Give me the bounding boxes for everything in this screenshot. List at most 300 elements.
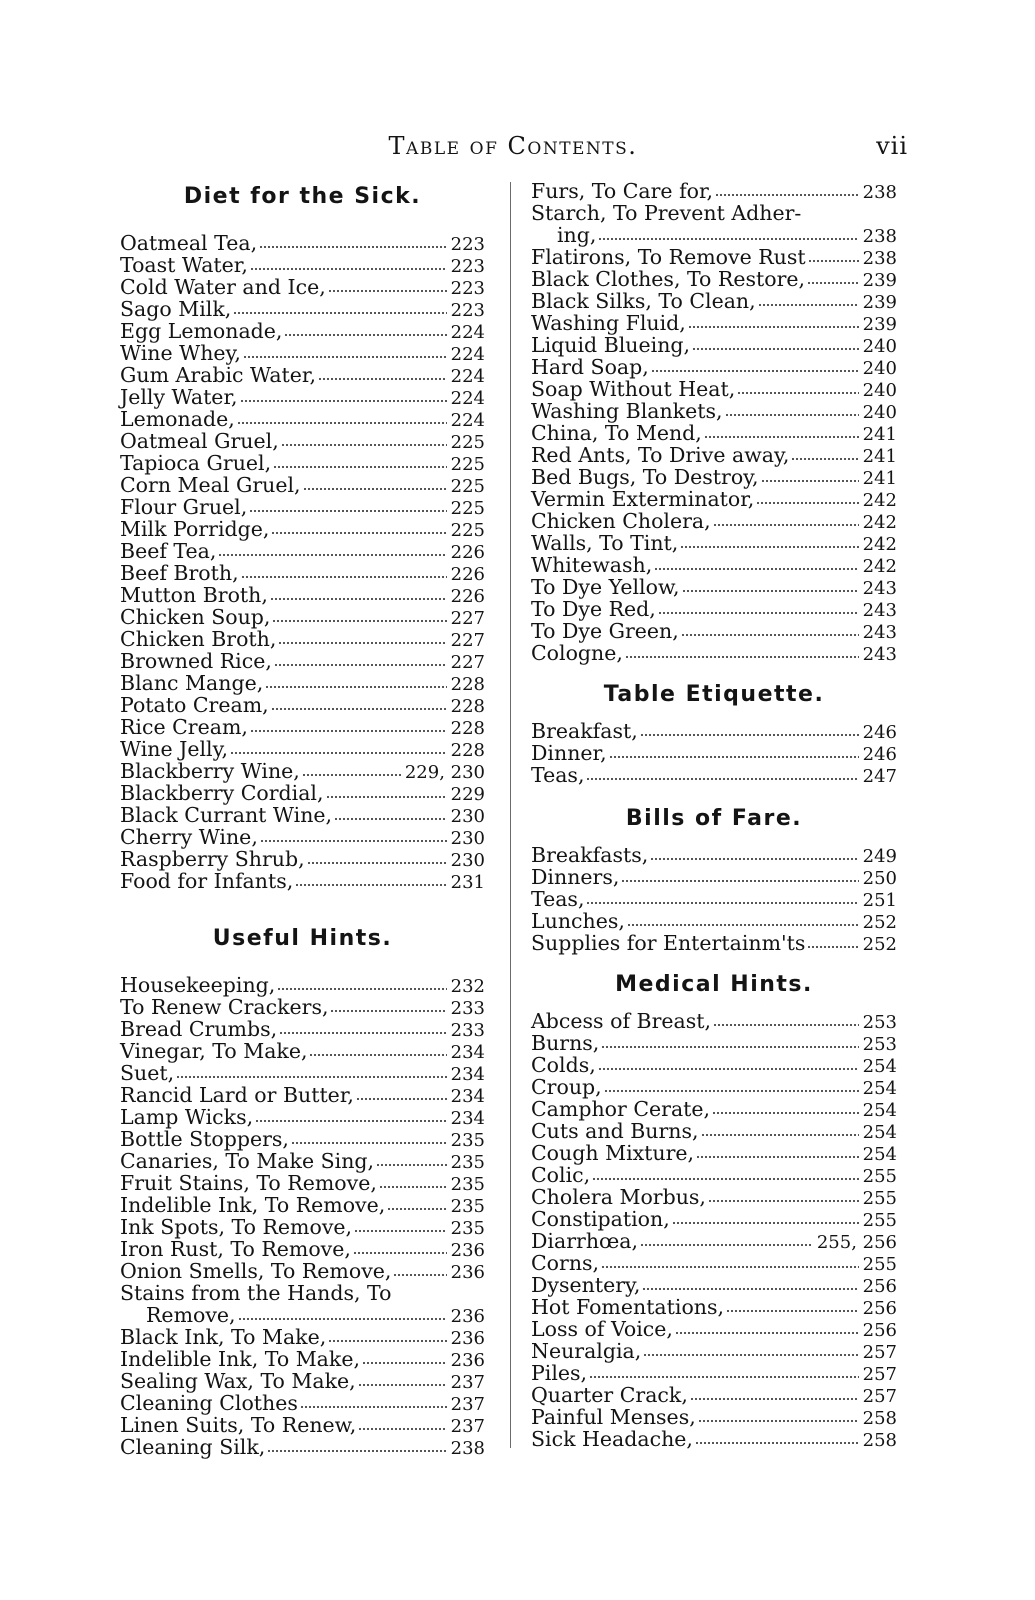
entry-page-number: 253 [862, 1012, 897, 1033]
entry-title: Whitewash, [531, 553, 653, 577]
entry-title: Fruit Stains, To Remove, [120, 1171, 377, 1195]
toc-entry [120, 1040, 485, 1062]
toc-entry [531, 1428, 897, 1450]
dot-leader [273, 465, 447, 469]
toc-entry [531, 312, 897, 334]
entry-title: Black Currant Wine, [120, 803, 333, 827]
entry-page-number: 225 [450, 476, 485, 497]
entry-title: Blackberry Cordial, [120, 781, 324, 805]
dot-leader [284, 333, 446, 337]
toc-entry [120, 1436, 485, 1458]
entry-page-number: 237 [450, 1416, 485, 1437]
toc-entry [120, 408, 485, 430]
dot-leader [271, 531, 446, 535]
entry-title: Black Ink, To Make, [120, 1325, 327, 1349]
dot-leader [309, 1053, 446, 1057]
entry-title: Gum Arabic Water, [120, 363, 316, 387]
toc-entry [120, 1238, 485, 1260]
entry-page-number: 242 [862, 556, 897, 577]
toc-entry [531, 444, 897, 466]
entry-list [120, 974, 485, 1458]
dot-leader [690, 1397, 859, 1401]
toc-entry [120, 826, 485, 848]
entry-title: Dysentery, [531, 1273, 641, 1297]
toc-entry [531, 620, 897, 642]
toc-entry [531, 378, 897, 400]
dot-leader [713, 523, 859, 527]
dot-leader [756, 501, 858, 505]
toc-entry [531, 1164, 897, 1186]
dot-leader [625, 655, 859, 659]
dot-leader [330, 1009, 446, 1013]
entry-title: Oatmeal Gruel, [120, 429, 279, 453]
dot-leader [713, 1023, 859, 1027]
dot-leader [589, 1375, 859, 1379]
toc-entry [120, 518, 485, 540]
entry-page-number: 252 [862, 934, 897, 955]
dot-leader [300, 1405, 447, 1409]
entry-page-number: 227 [450, 608, 485, 629]
entry-title: Constipation, [531, 1207, 670, 1231]
toc-entry [531, 290, 897, 312]
entry-page-number: 239 [862, 270, 897, 291]
toc-entry [120, 1304, 485, 1326]
entry-title: Remove, [146, 1303, 236, 1327]
dot-leader [250, 267, 447, 271]
section-heading: Table Etiquette. [603, 682, 825, 707]
toc-entry [120, 1348, 485, 1370]
entry-page-number: 236 [450, 1306, 485, 1327]
toc-entry [531, 334, 897, 356]
toc-entry [120, 760, 485, 782]
entry-title: Red Ants, To Drive away, [531, 443, 790, 467]
dot-leader [176, 1075, 447, 1079]
entry-title: Teas, [531, 763, 585, 787]
entry-title: Abcess of Breast, [531, 1009, 712, 1033]
entry-title: Corns, [531, 1251, 600, 1275]
dot-leader [598, 1067, 859, 1071]
entry-page-number: 254 [862, 1122, 897, 1143]
entry-page-number: 236 [450, 1240, 485, 1261]
dot-leader [356, 1097, 447, 1101]
dot-leader [237, 421, 447, 425]
toc-entry [120, 804, 485, 826]
entry-page-number: 241 [862, 446, 897, 467]
entry-title: Bread Crumbs, [120, 1017, 278, 1041]
dot-leader [328, 1339, 446, 1343]
toc-entry [120, 474, 485, 496]
entry-title: Soap Without Heat, [531, 377, 736, 401]
dot-leader [379, 1185, 447, 1189]
entry-page-number: 227 [450, 652, 485, 673]
dot-leader [586, 777, 858, 781]
dot-leader [302, 773, 401, 777]
entry-page-number: 237 [450, 1394, 485, 1415]
entry-page-number: 254 [862, 1100, 897, 1121]
entry-title: Breakfast, [531, 719, 638, 743]
entry-page-number: 230 [450, 850, 485, 871]
entry-page-number: 237 [450, 1372, 485, 1393]
entry-title: Canaries, To Make Sing, [120, 1149, 375, 1173]
entry-title: Sealing Wax, To Make, [120, 1369, 356, 1393]
dot-leader [393, 1273, 446, 1277]
toc-entry [531, 910, 897, 932]
entry-page-number: 224 [450, 344, 485, 365]
entry-title: Browned Rice, [120, 649, 272, 673]
dot-leader [259, 245, 447, 249]
entry-page-number: 256 [862, 1276, 897, 1297]
entry-title: Corn Meal Gruel, [120, 473, 301, 497]
dot-leader [295, 883, 446, 887]
entry-page-number: 246 [862, 722, 897, 743]
toc-entry [120, 1282, 485, 1304]
dot-leader [267, 1449, 446, 1453]
toc-entry [531, 1142, 897, 1164]
toc-entry [531, 400, 897, 422]
dot-leader [675, 1331, 859, 1335]
entry-title: Ink Spots, To Remove, [120, 1215, 353, 1239]
entry-page-number: 255 [862, 1188, 897, 1209]
entry-title: Raspberry Shrub, [120, 847, 305, 871]
entry-title: ing, [557, 223, 597, 247]
entry-title: Washing Fluid, [531, 311, 686, 335]
entry-title: Neuralgia, [531, 1339, 642, 1363]
section-medical-hints [531, 968, 897, 1450]
entry-page-number: 243 [862, 600, 897, 621]
dot-leader [695, 1441, 859, 1445]
toc-entry [120, 974, 485, 996]
toc-entry [120, 584, 485, 606]
toc-entry [120, 694, 485, 716]
entry-title: Dinner, [531, 741, 607, 765]
dot-leader [658, 611, 859, 615]
page-title: Table of Contents. [388, 132, 638, 160]
toc-entry [531, 1230, 897, 1252]
dot-leader [376, 1163, 447, 1167]
entry-page-number: 235 [450, 1174, 485, 1195]
dot-leader [601, 1265, 859, 1269]
dot-leader [240, 399, 447, 403]
toc-entry [120, 996, 485, 1018]
entry-page-number: 225 [450, 520, 485, 541]
entry-title: Indelible Ink, To Make, [120, 1347, 360, 1371]
entry-page-number: 258 [862, 1408, 897, 1429]
toc-entry [531, 466, 897, 488]
toc-entry [531, 422, 897, 444]
entry-page-number: 255, 256 [816, 1232, 897, 1253]
dot-leader [651, 369, 859, 373]
dot-leader [680, 545, 858, 549]
dot-leader [243, 355, 447, 359]
entry-page-number: 234 [450, 1086, 485, 1107]
toc-entry [531, 1384, 897, 1406]
entry-title: Flour Gruel, [120, 495, 248, 519]
toc-entry [120, 738, 485, 760]
dot-leader [307, 861, 447, 865]
entry-title: Sick Headache, [531, 1427, 693, 1451]
dot-leader [272, 619, 446, 623]
entry-title: Colds, [531, 1053, 596, 1077]
toc-entry [120, 1414, 485, 1436]
entry-page-number: 242 [862, 534, 897, 555]
dot-leader [387, 1207, 446, 1211]
entry-title: Egg Lemonade, [120, 319, 283, 343]
dot-leader [326, 795, 447, 799]
entry-page-number: 232 [450, 976, 485, 997]
entry-title: Onion Smells, To Remove, [120, 1259, 392, 1283]
toc-entry [120, 540, 485, 562]
toc-entry [120, 254, 485, 276]
dot-leader [279, 1031, 446, 1035]
entry-page-number: 238 [450, 1438, 485, 1459]
entry-page-number: 240 [862, 380, 897, 401]
dot-leader [692, 347, 859, 351]
entry-page-number: 242 [862, 490, 897, 511]
toc-entry [120, 562, 485, 584]
entry-page-number: 235 [450, 1130, 485, 1151]
entry-page-number: 251 [862, 890, 897, 911]
toc-entry [120, 1392, 485, 1414]
entry-title: Washing Blankets, [531, 399, 723, 423]
toc-entry [531, 844, 897, 866]
toc-entry [531, 224, 897, 246]
entry-page-number: 253 [862, 1034, 897, 1055]
dot-leader [601, 1045, 858, 1049]
entry-title: Loss of Voice, [531, 1317, 673, 1341]
dot-leader [737, 391, 858, 395]
dot-leader [260, 839, 447, 843]
entry-page-number: 224 [450, 366, 485, 387]
entry-title: Furs, To Care for, [531, 179, 714, 203]
toc-entry [531, 554, 897, 576]
section-heading: Diet for the Sick. [183, 184, 422, 209]
entry-title: Cuts and Burns, [531, 1119, 699, 1143]
toc-entry [531, 510, 897, 532]
toc-entry [531, 1186, 897, 1208]
entry-title: Cough Mixture, [531, 1141, 695, 1165]
page-number: vii [876, 132, 908, 160]
entry-page-number: 235 [450, 1196, 485, 1217]
entry-title: Colic, [531, 1163, 591, 1187]
entry-title: Chicken Cholera, [531, 509, 711, 533]
entry-page-number: 247 [862, 766, 897, 787]
toc-entry [120, 1062, 485, 1084]
entry-title: Oatmeal Tea, [120, 231, 258, 255]
entry-title: Painful Menses, [531, 1405, 696, 1429]
toc-entry [120, 870, 485, 892]
toc-entry [531, 1076, 897, 1098]
toc-entry [120, 1216, 485, 1238]
entry-page-number: 236 [450, 1262, 485, 1283]
dot-leader [362, 1361, 447, 1365]
entry-title: Hard Soap, [531, 355, 649, 379]
entry-title: Croup, [531, 1075, 602, 1099]
toc-entry [120, 496, 485, 518]
section-continued [531, 180, 897, 664]
section-heading: Bills of Fare. [625, 806, 803, 831]
entry-page-number: 250 [862, 868, 897, 889]
entry-title: Iron Rust, To Remove, [120, 1237, 351, 1261]
toc-entry [531, 720, 897, 742]
section-heading: Medical Hints. [615, 972, 813, 997]
entry-title: Blanc Mange, [120, 671, 264, 695]
dot-leader [278, 641, 446, 645]
entry-title: Housekeeping, [120, 973, 276, 997]
entry-title: Dinners, [531, 865, 620, 889]
entry-title: Flatirons, To Remove Rust [531, 245, 806, 269]
dot-leader [640, 733, 859, 737]
dot-leader [270, 597, 447, 601]
entry-page-number: 224 [450, 322, 485, 343]
entry-page-number: 235 [450, 1152, 485, 1173]
dot-leader [708, 1199, 859, 1203]
entry-title: Tapioca Gruel, [120, 451, 272, 475]
toc-entry [531, 1318, 897, 1340]
entry-title: Jelly Water, [120, 385, 238, 409]
toc-entry [120, 1172, 485, 1194]
entry-page-number: 234 [450, 1108, 485, 1129]
dot-leader [715, 193, 859, 197]
section-bills-of-fare [531, 802, 897, 954]
toc-entry [531, 1054, 897, 1076]
dot-leader [761, 479, 859, 483]
toc-entry [531, 1274, 897, 1296]
entry-page-number: 225 [450, 498, 485, 519]
toc-entry [531, 1032, 897, 1054]
entry-page-number: 234 [450, 1064, 485, 1085]
entry-title: Beef Tea, [120, 539, 217, 563]
entry-title: Cologne, [531, 641, 623, 665]
toc-entry [120, 782, 485, 804]
entry-page-number: 254 [862, 1144, 897, 1165]
entry-title: Toast Water, [120, 253, 248, 277]
entry-page-number: 233 [450, 998, 485, 1019]
dot-leader [241, 575, 447, 579]
entry-title: China, To Mend, [531, 421, 702, 445]
section-table-etiquette [531, 678, 897, 786]
toc-entry [120, 606, 485, 628]
entry-page-number: 228 [450, 674, 485, 695]
dot-leader [353, 1251, 447, 1255]
entry-title: Breakfasts, [531, 843, 649, 867]
entry-title: Milk Porridge, [120, 517, 270, 541]
entry-page-number: 238 [862, 226, 897, 247]
dot-leader [704, 435, 859, 439]
dot-leader [303, 487, 447, 491]
toc-entry [120, 342, 485, 364]
entry-page-number: 234 [450, 1042, 485, 1063]
toc-entry [120, 386, 485, 408]
entry-title: To Dye Green, [531, 619, 679, 643]
dot-leader [233, 311, 446, 315]
dot-leader [807, 945, 858, 949]
entry-page-number: 226 [450, 542, 485, 563]
entry-title: Lunches, [531, 909, 625, 933]
dot-leader [807, 281, 859, 285]
entry-page-number: 231 [450, 872, 485, 893]
entry-page-number: 246 [862, 744, 897, 765]
entry-title: Mutton Broth, [120, 583, 268, 607]
dot-leader [682, 589, 859, 593]
entry-title: Rice Cream, [120, 715, 248, 739]
entry-page-number: 240 [862, 358, 897, 379]
entry-page-number: 235 [450, 1218, 485, 1239]
dot-leader [271, 707, 447, 711]
entry-title: Food for Infants, [120, 869, 294, 893]
toc-entry [531, 642, 897, 664]
dot-leader [230, 751, 447, 755]
right-column [531, 180, 897, 1450]
entry-page-number: 238 [862, 248, 897, 269]
toc-entry [120, 848, 485, 870]
entry-page-number: 255 [862, 1166, 897, 1187]
toc-entry [120, 1106, 485, 1128]
toc-entry [531, 742, 897, 764]
entry-title: Beef Broth, [120, 561, 239, 585]
entry-list [531, 1010, 897, 1450]
entry-title: Bottle Stoppers, [120, 1127, 289, 1151]
toc-entry [531, 180, 897, 202]
entry-title: Wine Jelly, [120, 737, 228, 761]
entry-page-number: 258 [862, 1430, 897, 1451]
toc-entry [120, 672, 485, 694]
toc-entry [120, 1260, 485, 1282]
entry-page-number: 256 [862, 1320, 897, 1341]
entry-page-number: 243 [862, 644, 897, 665]
entry-page-number: 236 [450, 1328, 485, 1349]
entry-page-number: 223 [450, 256, 485, 277]
entry-title: Chicken Broth, [120, 627, 277, 651]
toc-entry [531, 932, 897, 954]
entry-title: Black Silks, To Clean, [531, 289, 756, 313]
dot-leader [334, 817, 447, 821]
dot-leader [328, 289, 447, 293]
dot-leader [274, 663, 447, 667]
entry-page-number: 228 [450, 740, 485, 761]
entry-page-number: 229, 230 [404, 762, 485, 783]
toc-entry [531, 1120, 897, 1142]
entry-page-number: 228 [450, 718, 485, 739]
entry-title: Diarrhœa, [531, 1229, 639, 1253]
entry-title: Piles, [531, 1361, 588, 1385]
entry-title: Suet, [120, 1061, 175, 1085]
entry-page-number: 224 [450, 410, 485, 431]
entry-title: Potato Cream, [120, 693, 269, 717]
entry-title: Lamp Wicks, [120, 1105, 254, 1129]
dot-leader [318, 377, 447, 381]
entry-title: Cherry Wine, [120, 825, 258, 849]
toc-entry [531, 1098, 897, 1120]
toc-entry [531, 1296, 897, 1318]
dot-leader [758, 303, 859, 307]
dot-leader [358, 1383, 447, 1387]
toc-entry [531, 246, 897, 268]
entry-list [531, 844, 897, 954]
dot-leader [592, 1177, 859, 1181]
entry-list [531, 180, 897, 664]
entry-title: To Dye Red, [531, 597, 656, 621]
dot-leader [698, 1419, 859, 1423]
entry-page-number: 229 [450, 784, 485, 805]
toc-entry [120, 1084, 485, 1106]
dot-leader [643, 1353, 858, 1357]
dot-leader [598, 237, 858, 241]
dot-leader [238, 1317, 447, 1321]
entry-page-number: 243 [862, 578, 897, 599]
dot-leader [291, 1141, 447, 1145]
entry-page-number: 236 [450, 1350, 485, 1371]
entry-page-number: 257 [862, 1364, 897, 1385]
